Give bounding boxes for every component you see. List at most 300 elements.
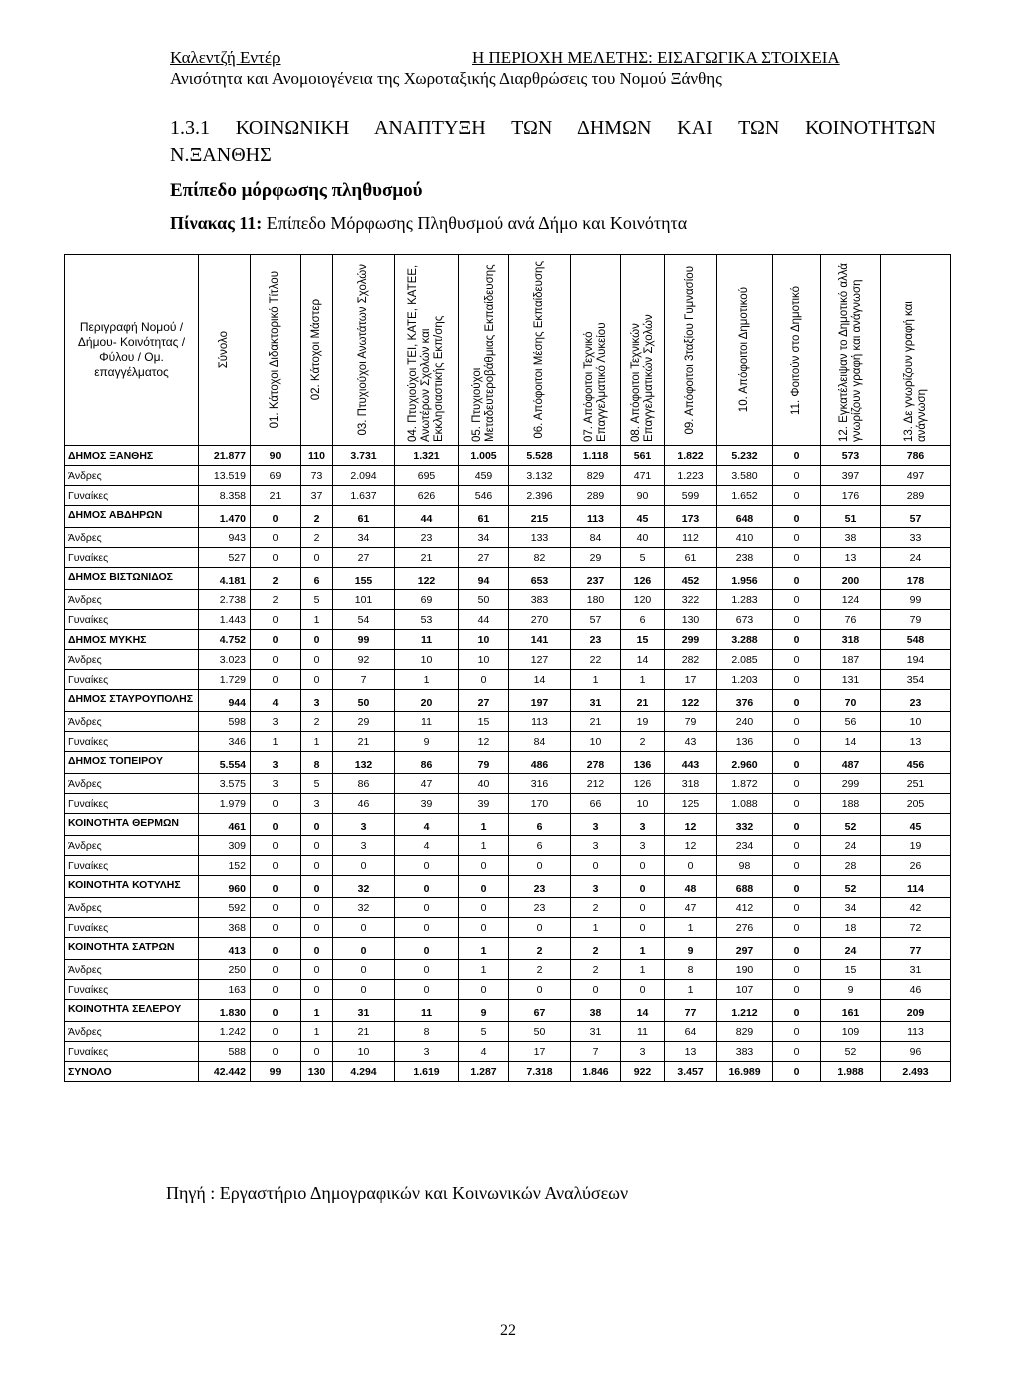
table-cell: 205	[881, 794, 951, 814]
table-cell: 0	[333, 938, 395, 960]
table-cell: 72	[881, 918, 951, 938]
table-row	[65, 794, 951, 814]
table-cell: 4	[459, 1042, 509, 1062]
table-cell: 79	[881, 610, 951, 630]
education-table	[64, 254, 951, 1082]
table-cell: 0	[773, 446, 821, 466]
table-cell: 0	[621, 980, 665, 1000]
row-label: ΔΗΜΟΣ ΑΒΔΗΡΩΝ	[65, 506, 199, 528]
table-cell: 1.956	[717, 568, 773, 590]
table-cell: 238	[717, 548, 773, 568]
header-label: 12. Εγκατέλειψαν το Δημοτικό αλλά γνωρίζουν γραφή και ανάγνωση	[837, 263, 863, 442]
table-cell: 79	[665, 712, 717, 732]
table-cell: 1	[571, 670, 621, 690]
table-cell: 443	[665, 752, 717, 774]
table-cell: 122	[665, 690, 717, 712]
table-cell: 76	[821, 610, 881, 630]
table-cell: 1.443	[199, 610, 251, 630]
row-label: Άνδρες	[65, 528, 199, 548]
table-cell: 1.988	[821, 1062, 881, 1082]
row-label: ΔΗΜΟΣ ΜΥΚΗΣ	[65, 630, 199, 650]
table-cell: 0	[301, 814, 333, 836]
row-label: ΚΟΙΝΟΤΗΤΑ ΘΕΡΜΩΝ	[65, 814, 199, 836]
table-row	[65, 814, 951, 836]
table-cell: 122	[395, 568, 459, 590]
table-cell: 107	[717, 980, 773, 1000]
table-cell: 6	[509, 814, 571, 836]
table-cell: 0	[459, 898, 509, 918]
row-label: Άνδρες	[65, 466, 199, 486]
table-cell: 45	[621, 506, 665, 528]
table-cell: 48	[665, 876, 717, 898]
table-cell: 12	[665, 836, 717, 856]
table-cell: 1.637	[333, 486, 395, 506]
table-row	[65, 506, 951, 528]
table-row	[65, 1042, 951, 1062]
table-row	[65, 548, 951, 568]
table-cell: 94	[459, 568, 509, 590]
header-col-8	[571, 255, 621, 446]
table-cell: 1.619	[395, 1062, 459, 1082]
table-cell: 170	[509, 794, 571, 814]
header-subtitle: Ανισότητα και Ανομοιογένεια της Χωροταξικής Διαρθρώσεις του Νομού Ξάνθης	[170, 69, 722, 88]
table-cell: 0	[251, 1000, 301, 1022]
table-cell: 11	[395, 630, 459, 650]
table-cell: 0	[251, 794, 301, 814]
table-cell: 66	[571, 794, 621, 814]
table-cell: 14	[509, 670, 571, 690]
table-cell: 33	[881, 528, 951, 548]
table-cell: 40	[459, 774, 509, 794]
table-cell: 82	[509, 548, 571, 568]
table-cell: 397	[821, 466, 881, 486]
table-cell: 84	[509, 732, 571, 752]
table-cell: 1.118	[571, 446, 621, 466]
table-cell: 4	[395, 836, 459, 856]
table-cell: 0	[621, 856, 665, 876]
table-cell: 47	[395, 774, 459, 794]
table-cell: 46	[333, 794, 395, 814]
table-cell: 50	[509, 1022, 571, 1042]
table-cell: 99	[333, 630, 395, 650]
table-cell: 12	[459, 732, 509, 752]
table-cell: 1	[665, 918, 717, 938]
table-row	[65, 650, 951, 670]
table-cell: 7.318	[509, 1062, 571, 1082]
table-cell: 3	[251, 774, 301, 794]
table-cell: 346	[199, 732, 251, 752]
table-cell: 383	[509, 590, 571, 610]
table-cell: 2	[509, 938, 571, 960]
table-cell: 23	[881, 690, 951, 712]
header-col-6	[459, 255, 509, 446]
table-cell: 278	[571, 752, 621, 774]
table-cell: 11	[621, 1022, 665, 1042]
table-cell: 0	[251, 960, 301, 980]
table-cell: 51	[821, 506, 881, 528]
table-cell: 0	[251, 650, 301, 670]
table-cell: 0	[251, 918, 301, 938]
row-label: Άνδρες	[65, 1022, 199, 1042]
table-cell: 43	[665, 732, 717, 752]
table-cell: 289	[881, 486, 951, 506]
table-cell: 3	[571, 876, 621, 898]
table-cell: 9	[665, 938, 717, 960]
table-row	[65, 856, 951, 876]
table-cell: 0	[333, 918, 395, 938]
row-label: Άνδρες	[65, 774, 199, 794]
row-label: Γυναίκες	[65, 548, 199, 568]
table-cell: 0	[773, 856, 821, 876]
table-cell: 648	[717, 506, 773, 528]
table-row	[65, 980, 951, 1000]
table-cell: 0	[773, 960, 821, 980]
table-caption-label: Πίνακας 11:	[170, 213, 263, 233]
table-cell: 0	[301, 898, 333, 918]
table-cell: 0	[251, 528, 301, 548]
table-cell: 3	[621, 836, 665, 856]
header-label: 05. Πτυχιούχοι Μεταδευτεροβάθμιας Εκπαίδευσης	[470, 264, 496, 442]
table-cell: 32	[333, 876, 395, 898]
table-cell: 180	[571, 590, 621, 610]
table-cell: 1.729	[199, 670, 251, 690]
table-cell: 1	[571, 918, 621, 938]
table-cell: 309	[199, 836, 251, 856]
table-cell: 13.519	[199, 466, 251, 486]
table-cell: 114	[881, 876, 951, 898]
table-cell: 1	[459, 836, 509, 856]
table-cell: 1.321	[395, 446, 459, 466]
table-cell: 8	[301, 752, 333, 774]
table-cell: 8	[395, 1022, 459, 1042]
table-cell: 5.528	[509, 446, 571, 466]
table-cell: 34	[459, 528, 509, 548]
table-cell: 0	[251, 1042, 301, 1062]
table-cell: 944	[199, 690, 251, 712]
table-cell: 673	[717, 610, 773, 630]
table-cell: 64	[665, 1022, 717, 1042]
table-cell: 7	[571, 1042, 621, 1062]
table-cell: 77	[881, 938, 951, 960]
row-label: ΣΥΝΟΛΟ	[65, 1062, 199, 1082]
table-cell: 1	[301, 610, 333, 630]
table-cell: 45	[881, 814, 951, 836]
table-cell: 99	[881, 590, 951, 610]
table-cell: 61	[459, 506, 509, 528]
table-cell: 34	[821, 898, 881, 918]
table-cell: 190	[717, 960, 773, 980]
table-cell: 176	[821, 486, 881, 506]
header-col-5	[395, 255, 459, 446]
table-cell: 2.493	[881, 1062, 951, 1082]
row-label: Άνδρες	[65, 960, 199, 980]
table-cell: 0	[301, 630, 333, 650]
header-label: 04. Πτυχιούχοι ΤΕΙ, ΚΑΤΕ, ΚΑΤΕΕ, Ανωτέρων Σχολών και Εκκλησιαστικής Εκπ/σης	[407, 264, 445, 442]
table-cell: 234	[717, 836, 773, 856]
row-label: Γυναίκες	[65, 856, 199, 876]
table-cell: 0	[251, 836, 301, 856]
row-label: Άνδρες	[65, 650, 199, 670]
section-title-continued: Ν.ΞΑΝΘΗΣ	[170, 144, 272, 166]
table-cell: 0	[395, 876, 459, 898]
table-cell: 29	[333, 712, 395, 732]
table-cell: 240	[717, 712, 773, 732]
header-label: 10. Απόφοιτοι Δημοτικού	[738, 287, 750, 413]
table-cell: 0	[459, 918, 509, 938]
table-cell: 1.652	[717, 486, 773, 506]
table-cell: 318	[821, 630, 881, 650]
table-cell: 1.979	[199, 794, 251, 814]
table-cell: 14	[621, 1000, 665, 1022]
table-cell: 1.212	[717, 1000, 773, 1022]
row-label: ΚΟΙΝΟΤΗΤΑ ΣΑΤΡΩΝ	[65, 938, 199, 960]
table-cell: 2	[621, 732, 665, 752]
table-cell: 0	[251, 980, 301, 1000]
table-cell: 2.085	[717, 650, 773, 670]
header-col-9	[621, 255, 665, 446]
header-label: 08. Απόφοιτοι Τεχνικών Επαγγελματικών Σχολών	[629, 314, 655, 442]
table-cell: 10	[621, 794, 665, 814]
table-cell: 1	[621, 960, 665, 980]
table-cell: 17	[665, 670, 717, 690]
table-cell: 57	[881, 506, 951, 528]
table-cell: 3	[571, 836, 621, 856]
header-author: Καλεντζή Εντέρ	[170, 48, 281, 67]
table-cell: 0	[773, 610, 821, 630]
table-cell: 19	[621, 712, 665, 732]
page-number: 22	[500, 1322, 516, 1339]
table-cell: 52	[821, 1042, 881, 1062]
table-cell: 456	[881, 752, 951, 774]
table-cell: 21	[621, 690, 665, 712]
table-cell: 4.294	[333, 1062, 395, 1082]
table-cell: 109	[821, 1022, 881, 1042]
table-cell: 86	[333, 774, 395, 794]
table-cell: 21	[251, 486, 301, 506]
table-cell: 92	[333, 650, 395, 670]
header-label: 02. Κάτοχοι Μάστερ	[310, 299, 322, 401]
row-label: Γυναίκες	[65, 1042, 199, 1062]
table-cell: 1.872	[717, 774, 773, 794]
table-cell: 0	[251, 814, 301, 836]
table-cell: 90	[621, 486, 665, 506]
table-cell: 5.554	[199, 752, 251, 774]
table-cell: 695	[395, 466, 459, 486]
table-cell: 42.442	[199, 1062, 251, 1082]
row-label: Άνδρες	[65, 712, 199, 732]
table-cell: 113	[509, 712, 571, 732]
table-row	[65, 1022, 951, 1042]
table-cell: 0	[301, 980, 333, 1000]
header-label: 03. Πτυχιούχοι Ανωτάτων Σχολών	[357, 264, 369, 436]
table-cell: 52	[821, 876, 881, 898]
table-cell: 126	[621, 568, 665, 590]
table-cell: 1.223	[665, 466, 717, 486]
table-cell: 0	[773, 486, 821, 506]
table-row	[65, 690, 951, 712]
table-cell: 4	[395, 814, 459, 836]
table-cell: 0	[509, 918, 571, 938]
table-header-row	[65, 255, 951, 446]
table-cell: 413	[199, 938, 251, 960]
table-cell: 0	[395, 960, 459, 980]
table-cell: 5	[459, 1022, 509, 1042]
table-row	[65, 712, 951, 732]
table-cell: 1	[301, 732, 333, 752]
table-row	[65, 1000, 951, 1022]
table-cell: 17	[509, 1042, 571, 1062]
table-cell: 0	[301, 876, 333, 898]
table-cell: 599	[665, 486, 717, 506]
table-cell: 0	[773, 466, 821, 486]
table-cell: 113	[571, 506, 621, 528]
table-cell: 3	[571, 814, 621, 836]
table-cell: 0	[301, 650, 333, 670]
row-label: ΔΗΜΟΣ ΞΑΝΘΗΣ	[65, 446, 199, 466]
table-cell: 14	[621, 650, 665, 670]
table-cell: 922	[621, 1062, 665, 1082]
table-cell: 1	[621, 670, 665, 690]
header-col-12	[773, 255, 821, 446]
row-label: ΔΗΜΟΣ ΤΟΠΕΙΡΟΥ	[65, 752, 199, 774]
table-cell: 412	[717, 898, 773, 918]
table-cell: 15	[821, 960, 881, 980]
table-cell: 0	[395, 980, 459, 1000]
table-cell: 1	[301, 1000, 333, 1022]
table-cell: 24	[881, 548, 951, 568]
table-cell: 0	[773, 836, 821, 856]
table-cell: 0	[251, 856, 301, 876]
header-col-3	[301, 255, 333, 446]
table-cell: 29	[571, 548, 621, 568]
table-cell: 22	[571, 650, 621, 670]
table-cell: 0	[773, 918, 821, 938]
table-cell: 21	[333, 732, 395, 752]
table-cell: 31	[881, 960, 951, 980]
table-cell: 38	[821, 528, 881, 548]
table-cell: 471	[621, 466, 665, 486]
table-cell: 4	[251, 690, 301, 712]
table-row	[65, 774, 951, 794]
table-cell: 0	[333, 980, 395, 1000]
table-cell: 3	[395, 1042, 459, 1062]
table-cell: 0	[301, 670, 333, 690]
table-cell: 197	[509, 690, 571, 712]
table-cell: 2	[251, 568, 301, 590]
table-cell: 39	[395, 794, 459, 814]
table-cell: 8	[665, 960, 717, 980]
table-cell: 1.283	[717, 590, 773, 610]
table-cell: 0	[395, 918, 459, 938]
table-cell: 3.457	[665, 1062, 717, 1082]
table-row	[65, 568, 951, 590]
table-cell: 110	[301, 446, 333, 466]
section-title: 1.3.1 ΚΟΙΝΩΝΙΚΗ ΑΝΑΠΤΥΞΗ ΤΩΝ ΔΗΜΩΝ ΚΑΙ ΤΩΝ ΚΟΙΝΟΤΗΤΩΝ	[170, 117, 936, 139]
table-row	[65, 670, 951, 690]
table-cell: 23	[571, 630, 621, 650]
table-cell: 960	[199, 876, 251, 898]
table-row	[65, 486, 951, 506]
table-cell: 0	[251, 898, 301, 918]
table-cell: 0	[301, 836, 333, 856]
table-cell: 20	[395, 690, 459, 712]
table-cell: 212	[571, 774, 621, 794]
table-cell: 23	[509, 898, 571, 918]
table-cell: 50	[459, 590, 509, 610]
table-cell: 6	[621, 610, 665, 630]
table-cell: 3.023	[199, 650, 251, 670]
table-cell: 23	[509, 876, 571, 898]
table-cell: 2.960	[717, 752, 773, 774]
table-cell: 2	[571, 960, 621, 980]
table-cell: 626	[395, 486, 459, 506]
table-row	[65, 898, 951, 918]
header-label: 09. Απόφοιτοι 3ταξίου Γυμνασίου	[684, 265, 696, 435]
header-col-7	[509, 255, 571, 446]
table-cell: 38	[571, 1000, 621, 1022]
table-cell: 8.358	[199, 486, 251, 506]
table-cell: 1.822	[665, 446, 717, 466]
table-cell: 127	[509, 650, 571, 670]
header-col-14	[881, 255, 951, 446]
table-cell: 15	[459, 712, 509, 732]
table-cell: 133	[509, 528, 571, 548]
table-cell: 70	[821, 690, 881, 712]
table-cell: 14	[821, 732, 881, 752]
table-cell: 0	[395, 938, 459, 960]
table-cell: 0	[621, 876, 665, 898]
table-cell: 26	[881, 856, 951, 876]
table-cell: 5	[621, 548, 665, 568]
table-cell: 1	[395, 670, 459, 690]
table-cell: 368	[199, 918, 251, 938]
table-row	[65, 630, 951, 650]
table-cell: 126	[621, 774, 665, 794]
table-cell: 0	[773, 568, 821, 590]
table-row	[65, 590, 951, 610]
table-cell: 383	[717, 1042, 773, 1062]
table-cell: 131	[821, 670, 881, 690]
table-cell: 2	[509, 960, 571, 980]
table-cell: 497	[881, 466, 951, 486]
table-cell: 653	[509, 568, 571, 590]
table-cell: 2	[301, 712, 333, 732]
table-cell: 2	[251, 590, 301, 610]
table-cell: 3	[251, 752, 301, 774]
table-cell: 9	[821, 980, 881, 1000]
table-cell: 112	[665, 528, 717, 548]
table-row	[65, 732, 951, 752]
table-cell: 69	[251, 466, 301, 486]
row-label: ΚΟΙΝΟΤΗΤΑ ΚΟΤΥΛΗΣ	[65, 876, 199, 898]
table-cell: 15	[621, 630, 665, 650]
row-label: Γυναίκες	[65, 486, 199, 506]
header-chapter: Η ΠΕΡΙΟΧΗ ΜΕΛΕΤΗΣ: ΕΙΣΑΓΩΓΙΚΑ ΣΤΟΙΧΕΙΑ	[472, 48, 840, 67]
table-row	[65, 610, 951, 630]
table-cell: 1.846	[571, 1062, 621, 1082]
table-cell: 829	[717, 1022, 773, 1042]
table-cell: 0	[773, 774, 821, 794]
table-cell: 7	[333, 670, 395, 690]
table-cell: 0	[571, 980, 621, 1000]
table-cell: 21	[333, 1022, 395, 1042]
table-cell: 461	[199, 814, 251, 836]
table-cell: 1.830	[199, 1000, 251, 1022]
table-cell: 130	[665, 610, 717, 630]
table-cell: 24	[821, 836, 881, 856]
table-cell: 39	[459, 794, 509, 814]
row-label: Γυναίκες	[65, 670, 199, 690]
